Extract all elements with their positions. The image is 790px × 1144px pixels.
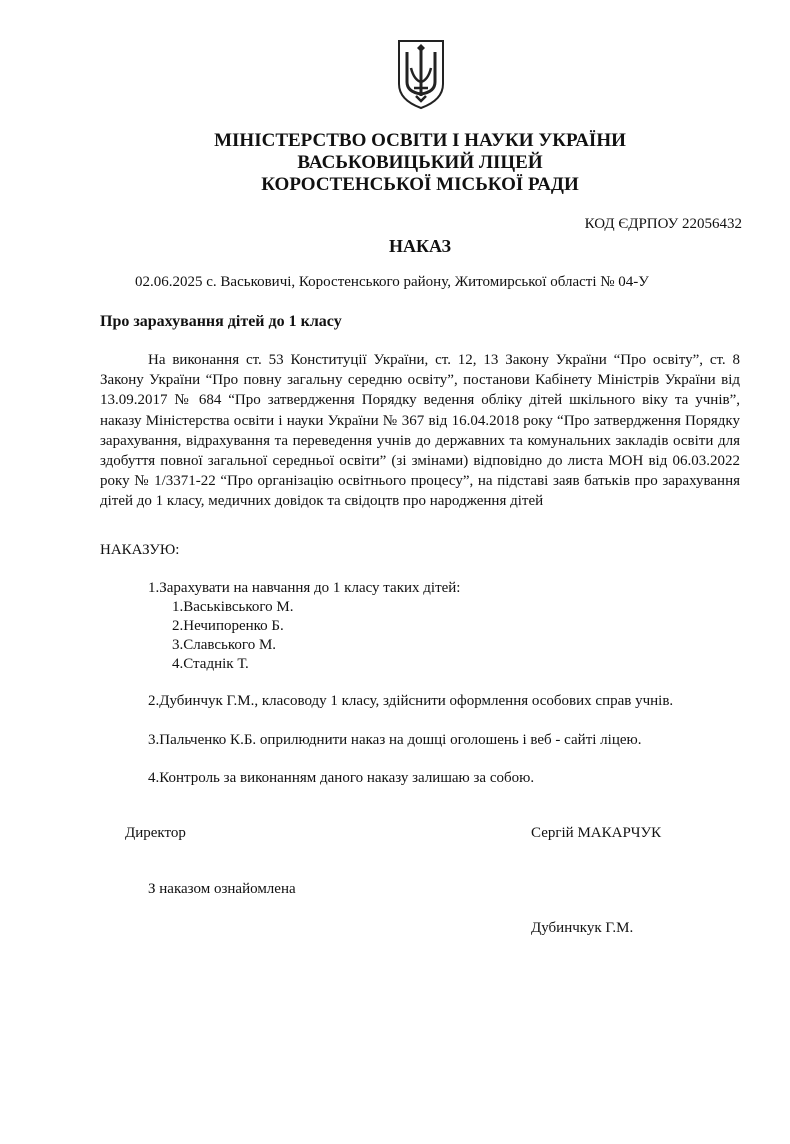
order-subject: Про зарахування дітей до 1 класу <box>100 313 342 330</box>
child-list-item: 3.Славського М. <box>172 637 277 653</box>
signatory-name: Сергій МАКАРЧУК <box>531 825 662 841</box>
signatory-title: Директор <box>125 825 186 841</box>
document-title: НАКАЗ <box>388 236 452 256</box>
child-list-item: 1.Васьківського М. <box>172 599 294 615</box>
child-list-item: 2.Нечипоренко Б. <box>172 618 284 634</box>
acknowledgement-label: З наказом ознайомлена <box>148 881 296 897</box>
council-heading: КОРОСТЕНСЬКОЇ МІСЬКОЇ РАДИ <box>261 174 579 195</box>
acknowledgement-name: Дубинчкук Г.М. <box>531 920 634 936</box>
edrpou-code: КОД ЄДРПОУ 22056432 <box>584 216 742 232</box>
order-word: НАКАЗУЮ: <box>100 542 180 558</box>
ministry-heading: МІНІСТЕРСТВО ОСВІТИ І НАУКИ УКРАЇНИ <box>214 130 626 151</box>
preamble-paragraph: На виконання ст. 53 Конституції України, ст. 12, 13 Закону України “Про освіту”, ст. 8 Закону України “Про повну загальну середню освіту”, постанови Кабінету Міністрів України від 13.09.2017 № 684 “Про затвердження Порядку ведення обліку дітей шкільного віку та учнів”, наказу Міністерства освіти і науки України № 367 від 16.04.2018 року “Про затвердження Порядку зарахування, відрахування та переведення учнів до державних та комунальних закладів освіти для здобуття повної загальної середньої освіти” (зі змінами) відповідно до листа МОН від 06.03.2022 року № 1/3371-22 “Про організацію освітнього процесу”, на підставі заяв батьків про зарахування дітей до 1 класу, медичних довідок та свідоцтв про народження дітей <box>100 352 740 510</box>
order-item-3: 3.Пальченко К.Б. оприлюднити наказ на дошці оголошень і веб - сайті ліцею. <box>148 732 642 748</box>
child-list-item: 4.Стаднік Т. <box>172 656 249 672</box>
date-place-number-line: 02.06.2025 с. Васьковичі, Коростенського району, Житомирської області № 04-У <box>135 274 649 290</box>
order-item-4: 4.Контроль за виконанням даного наказу залишаю за собою. <box>148 770 535 786</box>
order-item-1: 1.Зарахувати на навчання до 1 класу таких дітей: <box>148 580 461 596</box>
school-heading: ВАСЬКОВИЦЬКИЙ ЛІЦЕЙ <box>297 152 543 173</box>
trident-coat-of-arms-icon <box>396 38 446 110</box>
order-item-2: 2.Дубинчук Г.М., класоводу 1 класу, здійснити оформлення особових справ учнів. <box>148 693 674 709</box>
